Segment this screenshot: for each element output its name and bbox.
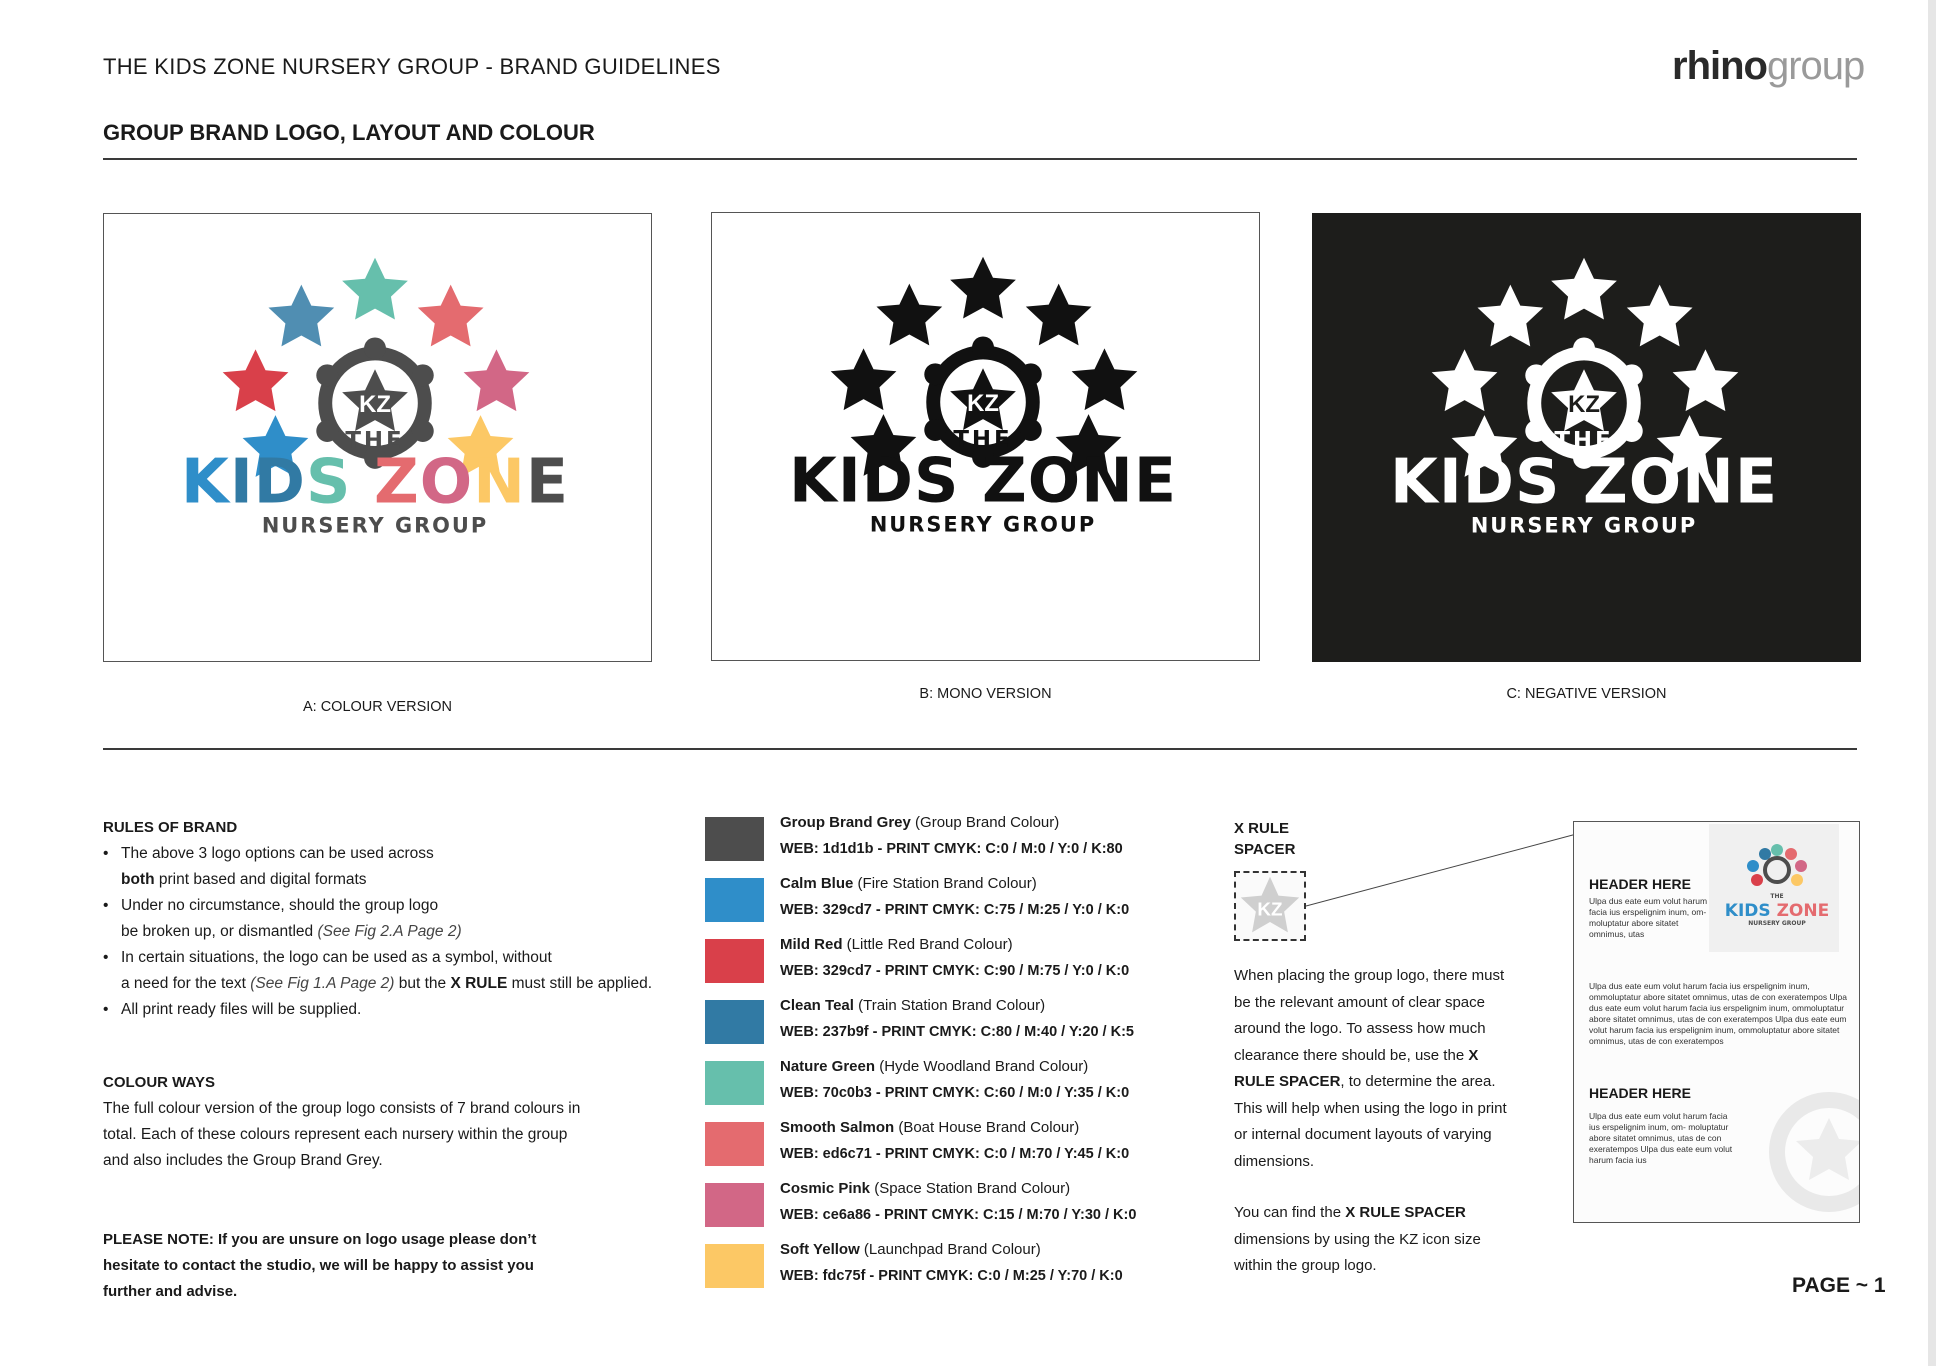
swatch-label: Clean Teal (Train Station Brand Colour) WEB: 237b9f - PRINT CMYK: C:80 / M:40 / Y:20 / K:5	[780, 997, 1134, 1040]
svg-text:NURSERY GROUP: NURSERY GROUP	[1748, 920, 1806, 927]
svg-text:KZ: KZ	[359, 391, 391, 419]
svg-text:KIDS ZONE: KIDS ZONE	[789, 444, 1177, 517]
rules-list	[103, 841, 663, 1023]
rule-item: • Under no circumstance, should the group logo be broken up, or dismantled (See Fig 2.A Page 2)	[103, 893, 663, 945]
caption-negative: C: NEGATIVE VERSION	[1506, 686, 1667, 702]
document-title: THE KIDS ZONE NURSERY GROUP - BRAND GUIDELINES	[103, 54, 721, 79]
divider-middle	[103, 748, 1857, 750]
swatch-label: Soft Yellow (Launchpad Brand Colour) WEB: fdc75f - PRINT CMYK: C:0 / M:25 / Y:70 / K:0	[780, 1241, 1123, 1284]
caption-mono: B: MONO VERSION	[919, 686, 1052, 702]
svg-text:KIDS ZONE: KIDS ZONE	[1390, 445, 1778, 518]
swatch-label: Smooth Salmon (Boat House Brand Colour) WEB: ed6c71 - PRINT CMYK: C:0 / M:70 / Y:45 / K:0	[780, 1119, 1130, 1162]
thumb-para-2: Ulpa dus eate eum volut harum facia ius erspelignim inum, ommoluptatur abore sitatet omnimus, utas de con exeratempos Ulpa dus eate eum volut harum facia ius erspelignim inum, ommoluptatur abore sitatet omnimus, utas de con exeratempos Ulpa dus eate eum volut harum facia ius erspelignim inum, ommoluptatur abore sitatet omnimus, utas de con exeratempos	[1589, 981, 1847, 1046]
swatch-label: Mild Red (Little Red Brand Colour) WEB: 329cd7 - PRINT CMYK: C:90 / M:75 / Y:0 / K:0	[780, 936, 1130, 979]
colour-swatch	[705, 1000, 764, 1044]
svg-text:THE: THE	[1554, 427, 1614, 454]
colour-swatch	[705, 1244, 764, 1288]
logo-colour-svg	[104, 214, 651, 661]
swatch-label: Calm Blue (Fire Station Brand Colour) WEB: 329cd7 - PRINT CMYK: C:75 / M:25 / Y:0 / K:0	[780, 875, 1130, 918]
thumb-watermark-icon	[1744, 1067, 1860, 1223]
swatch-label: Group Brand Grey (Group Brand Colour) WEB: 1d1d1b - PRINT CMYK: C:0 / M:0 / Y:0 / K:80	[780, 814, 1123, 857]
owl-star-icon	[1551, 258, 1617, 320]
logo-mono-svg	[712, 213, 1259, 660]
svg-text:KIDS ZONE: KIDS ZONE	[1724, 901, 1830, 921]
divider-top	[103, 158, 1857, 160]
colour-ways: COLOUR WAYS The full colour version of the group logo consists of 7 brand colours in total. Each of these colours represent each nursery within the group and also includes the Group Brand Grey.	[103, 1070, 580, 1174]
colour-swatch	[705, 878, 764, 922]
logo-negative-svg	[1313, 214, 1860, 661]
x-rule-pointer-line	[1306, 830, 1586, 910]
colour-swatch	[705, 1183, 764, 1227]
svg-text:NURSERY GROUP: NURSERY GROUP	[1470, 513, 1698, 538]
logo-mono-version	[711, 212, 1260, 661]
house-star-icon	[1432, 349, 1498, 411]
house-star-icon	[223, 349, 289, 411]
x-rule-paragraph-2: You can find the X RULE SPACER dimensions by using the KZ icon size within the group logo.	[1234, 1204, 1481, 1274]
thumb-para-1: Ulpa dus eate eum volut harum facia ius erspelignim inum, om- moluptatur abore sitatet omnimus, utas	[1589, 896, 1708, 939]
section-title: GROUP BRAND LOGO, LAYOUT AND COLOUR	[103, 120, 595, 145]
wheel-star-icon	[418, 285, 484, 347]
thumb-header-1: HEADER HERE	[1589, 876, 1691, 892]
rhino-group-logo: rhinogroup	[1672, 44, 1865, 88]
thumb-logo	[1709, 824, 1839, 952]
svg-text:KZ: KZ	[1568, 391, 1600, 419]
svg-text:THE: THE	[1770, 893, 1784, 900]
train-star-icon	[268, 285, 334, 347]
x-rule-title: X RULE SPACER	[1234, 820, 1296, 858]
please-note: PLEASE NOTE: If you are unsure on logo usage please don’t hesitate to contact the studio, we will be happy to assist you further and advise.	[103, 1231, 537, 1300]
house-star-icon	[831, 348, 897, 410]
thumb-para-3: Ulpa dus eate eum volut harum facia ius erspelignim inum, om- moluptatur abore sitatet omnimus, utas de con exeratempos Ulpa dus eate eum volut harum facia ius	[1589, 1111, 1733, 1165]
rules-of-brand	[103, 815, 663, 1023]
rule-item: • All print ready files will be supplied.	[103, 997, 663, 1023]
planet-star-icon	[1673, 349, 1739, 411]
train-star-icon	[1477, 285, 1543, 347]
svg-text:KZ: KZ	[1257, 898, 1283, 920]
rule-item: • In certain situations, the logo can be used as a symbol, without a need for the text (See Fig 1.A Page 2) but the X RULE must still be applied.	[103, 945, 663, 997]
wheel-star-icon	[1627, 285, 1693, 347]
wheel-star-icon	[1026, 284, 1092, 346]
svg-text:THE: THE	[953, 426, 1013, 453]
logo-subtitle: NURSERY GROUP	[261, 513, 489, 538]
thumb-header-2: HEADER HERE	[1589, 1085, 1691, 1101]
logo-colour-version	[103, 213, 652, 662]
kz-star-icon	[1236, 873, 1304, 939]
train-star-icon	[876, 284, 942, 346]
logo-kids-zone: KIDS ZONE	[181, 445, 570, 518]
colour-ways-title: COLOUR WAYS	[103, 1074, 215, 1091]
colour-swatch	[705, 817, 764, 861]
colour-swatch	[705, 939, 764, 983]
rules-title: RULES OF BRAND	[103, 819, 238, 836]
logo-negative-version	[1312, 213, 1861, 662]
caption-colour: A: COLOUR VERSION	[302, 699, 453, 715]
logo-the: THE	[345, 427, 405, 454]
rule-item: • The above 3 logo options can be used across both print based and digital formats	[103, 841, 663, 893]
swatch-label: Nature Green (Hyde Woodland Brand Colour) WEB: 70c0b3 - PRINT CMYK: C:60 / M:0 / Y:35 / K:0	[780, 1058, 1130, 1101]
owl-star-icon	[950, 257, 1016, 319]
swatch-label: Cosmic Pink (Space Station Brand Colour) WEB: ce6a86 - PRINT CMYK: C:15 / M:70 / Y:30 / K:0	[780, 1180, 1137, 1223]
colour-swatch	[705, 1061, 764, 1105]
planet-star-icon	[464, 349, 530, 411]
x-rule-spacer-box	[1234, 871, 1306, 941]
planet-star-icon	[1072, 348, 1138, 410]
x-rule-paragraph-1: When placing the group logo, there must be the relevant amount of clear space around the logo. To assess how much clearance there should be, use the X RULE SPACER, to determine the area. This will help when using the logo in print or internal document layouts of varying dimensions.	[1234, 967, 1507, 1170]
layout-example-thumbnail	[1573, 821, 1860, 1223]
colour-swatch	[705, 1122, 764, 1166]
svg-text:NURSERY GROUP: NURSERY GROUP	[869, 512, 1097, 537]
owl-star-icon	[342, 258, 408, 320]
svg-text:KZ: KZ	[967, 390, 999, 418]
page-number: PAGE ~ 1	[1792, 1274, 1886, 1297]
